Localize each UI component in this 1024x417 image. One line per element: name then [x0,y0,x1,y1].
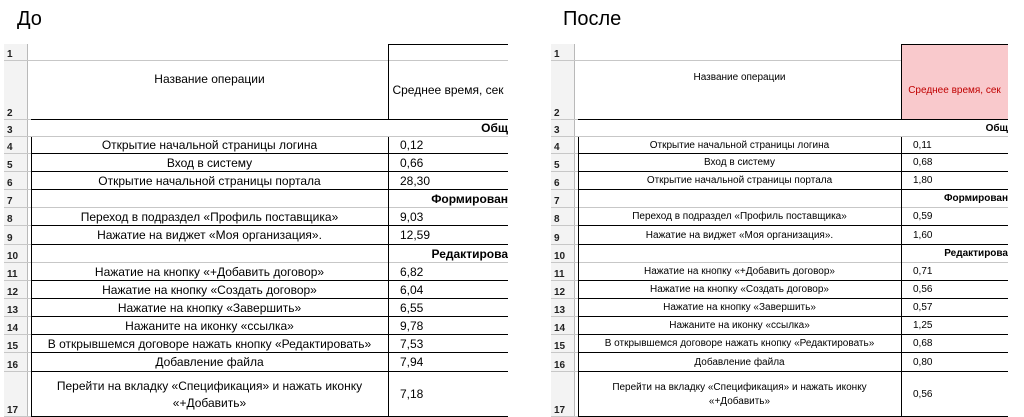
average-time-value: 1,80 [913,175,933,187]
row-number-label: 2 [554,108,560,119]
row-number-label: 11 [7,269,18,280]
average-time-value: 6,04 [400,282,424,297]
operation-name: Нажаните на иконку «ссылка» [669,320,810,332]
operation-name: Вход в систему [703,157,776,169]
row-number [551,120,574,137]
row-number-label: 10 [7,251,19,262]
row-number-label: 12 [554,287,566,298]
row-number [551,44,574,61]
operation-name: В открывшемся договоре нажать кнопку «Редактировать» [604,338,875,350]
average-time-value: 1,25 [913,320,933,332]
cell-border [578,244,1008,245]
row-number-label: 6 [7,178,13,189]
operation-name: Нажатие на кнопку «+Добавить договор» [644,266,835,278]
average-time-value: 0,57 [913,302,933,314]
operation-name: Переход в подраздел «Профиль поставщика» [632,211,847,223]
cell-border [901,44,1008,45]
before-spreadsheet [4,44,508,417]
row-number [4,299,27,317]
operation-name: Нажатие на кнопку «Завершить» [663,302,816,314]
row-number [4,335,27,353]
operation-name: Нажаните на иконку «ссылка» [125,318,294,333]
section-header: Общ [985,122,1008,134]
cell-border [388,44,508,45]
row-number [4,208,27,226]
row-number-label: 1 [7,49,13,60]
operation-name: Добавление файла [155,355,264,370]
average-time-value: 28,30 [400,173,431,188]
row-number-label: 16 [554,360,566,371]
row-number-label: 10 [554,251,566,262]
average-time-value: 12,59 [400,228,431,243]
cell-border [578,189,1008,190]
before-panel-title: До [17,8,42,30]
time-column-header: Среднее время, сек [908,84,1001,96]
row-number [551,317,574,335]
row-number [4,61,27,120]
row-number-label: 13 [7,305,19,316]
row-number-label: 7 [7,196,13,207]
section-header: Редактирова [944,248,1008,260]
average-time-value: 9,03 [400,209,424,224]
average-time-value: 7,94 [400,355,424,370]
row-number-label: 11 [554,269,565,280]
average-time-value: 0,71 [913,266,933,278]
row-number [551,137,574,154]
average-time-value: 9,78 [400,318,424,333]
row-number-label: 6 [554,178,560,189]
average-time-value: 0,66 [400,155,424,170]
operation-name: В открывшемся договоре нажать кнопку «Редактировать» [47,336,372,351]
column-border [901,137,902,417]
operation-name: Нажатие на виджет «Моя организация». [97,228,322,243]
row-number [4,154,27,172]
row-number [4,245,27,263]
row-number [551,190,574,208]
operation-name: Перейти на вкладку «Спецификация» и нажать иконку «+Добавить» [612,382,867,407]
row-number-label: 1 [554,49,560,60]
cell-border [31,119,508,120]
operation-name: Нажатие на кнопку «Создать договор» [650,284,829,296]
average-time-value: 6,55 [400,300,424,315]
average-time-value: 0,56 [913,284,933,296]
column-border [388,44,389,120]
operation-name: Открытие начальной страницы логина [649,139,830,151]
section-header: Формирован [944,193,1008,205]
average-time-value: 7,53 [400,336,424,351]
section-header: Формирован [431,191,508,206]
row-number-label: 8 [7,214,13,225]
row-number-label: 15 [7,341,19,352]
operation-name: Открытие начальной страницы портала [646,175,833,187]
average-time-value: 0,80 [913,356,933,368]
average-time-value: 0,59 [913,211,933,223]
row-number-label: 14 [554,323,566,334]
cell-border [578,119,1008,120]
average-time-value: 0,56 [913,388,933,400]
column-border [901,44,902,120]
cell-border [31,189,508,190]
operation-name: Открытие начальной страницы логина [101,138,318,153]
time-column-header: Среднее время, сек [392,83,504,98]
section-header: Редактирова [431,246,508,261]
average-time-value: 0,11 [913,139,932,151]
row-number [4,372,27,417]
row-number-column [551,44,575,417]
operation-name: Нажатие на виджет «Моя организация». [645,229,834,241]
row-number [4,44,27,61]
row-number [551,372,574,417]
average-time-value: 0,68 [913,157,933,169]
row-number [551,208,574,226]
row-number [4,137,27,154]
row-number [4,172,27,190]
operation-name: Перейти на вкладку «Спецификация» и нажать иконку «+Добавить» [56,379,363,410]
average-time-value: 7,18 [400,387,424,402]
row-number [4,317,27,335]
row-number [4,263,27,281]
operation-name: Вход в систему [166,155,253,170]
column-border [31,137,32,417]
row-number [551,172,574,190]
row-number-label: 16 [7,360,19,371]
row-number-label: 14 [7,323,19,334]
operation-name: Переход в подраздел «Профиль поставщика» [80,209,339,224]
row-number [4,190,27,208]
average-time-value: 6,82 [400,264,424,279]
row-number [551,299,574,317]
column-border [578,137,579,417]
cell-border [31,244,508,245]
row-number-label: 9 [7,233,13,244]
row-number [551,353,574,372]
column-border [388,137,389,417]
row-number-label: 7 [554,196,560,207]
name-column-header: Название операции [693,72,786,83]
row-number-label: 12 [7,287,19,298]
operation-name: Добавление файла [694,356,785,368]
row-number-label: 4 [7,142,13,153]
operation-name: Нажатие на кнопку «+Добавить договор» [94,264,325,279]
row-number-label: 3 [7,125,13,136]
row-number-label: 17 [7,405,19,416]
row-number-label: 5 [554,160,560,171]
row-number [551,154,574,172]
row-number-label: 17 [554,405,566,416]
row-number [551,61,574,120]
row-number-label: 2 [7,108,13,119]
row-number [551,281,574,299]
section-header: Общ [481,121,508,136]
row-number-label: 3 [554,125,560,136]
row-number [4,281,27,299]
row-number [551,226,574,245]
after-spreadsheet [551,44,1008,417]
name-column-header: Название операции [154,72,265,86]
operation-name: Нажатие на кнопку «Создать договор» [102,282,317,297]
average-time-value: 1,60 [913,229,933,241]
row-number-label: 9 [554,233,560,244]
row-number [4,226,27,245]
row-number-label: 8 [554,214,560,225]
row-number [4,353,27,372]
after-panel-title: После [563,8,622,30]
row-number-label: 5 [7,160,13,171]
row-number-label: 13 [554,305,566,316]
row-number [551,263,574,281]
operation-name: Открытие начальной страницы портала [98,173,321,188]
row-number [551,245,574,263]
row-number-label: 4 [554,142,560,153]
row-number-label: 15 [554,341,566,352]
average-time-value: 0,68 [913,338,933,350]
row-number [4,120,27,137]
row-number-column [4,44,28,417]
average-time-value: 0,12 [400,138,424,153]
operation-name: Нажатие на кнопку «Завершить» [117,300,302,315]
row-number [551,335,574,353]
